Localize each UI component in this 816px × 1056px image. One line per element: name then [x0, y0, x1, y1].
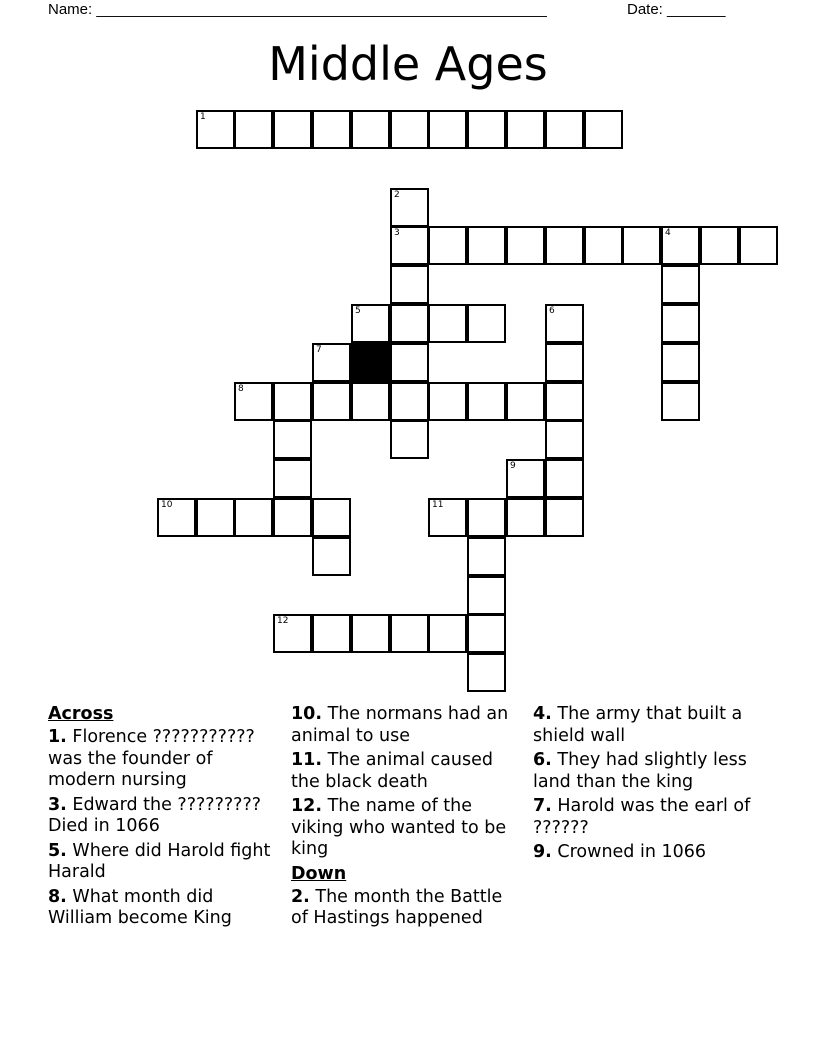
grid-cell[interactable] [506, 382, 545, 421]
grid-cell[interactable] [390, 188, 429, 227]
clue-number: 11 [432, 500, 444, 510]
grid-cell[interactable] [467, 110, 506, 149]
grid-cell[interactable] [506, 226, 545, 265]
grid-cell[interactable] [273, 382, 312, 421]
down-heading: Down [291, 863, 347, 884]
clue-item-number: 10. [291, 704, 323, 724]
clue-item-text: The name of the viking who wanted to be king [291, 796, 507, 859]
clue-number: 2 [394, 190, 400, 200]
grid-cell[interactable] [234, 382, 273, 421]
grid-cell[interactable] [545, 420, 584, 459]
down-clue-list-continued [533, 704, 763, 864]
clue-item [291, 887, 521, 930]
clue-column-1 [48, 704, 278, 933]
clue-number: 6 [549, 306, 555, 316]
clue-item-number: 12. [291, 796, 323, 816]
across-clue-list [48, 727, 278, 930]
clue-column-2 [291, 704, 521, 933]
grid-cell[interactable] [545, 498, 584, 537]
clue-item-number: 8. [48, 886, 67, 907]
clue-item-number: 4. [533, 704, 552, 724]
clue-item [533, 704, 763, 747]
page-title: Middle Ages [268, 37, 548, 91]
clue-number: 4 [665, 228, 671, 238]
grid-cell[interactable] [428, 304, 467, 343]
grid-cell[interactable] [390, 110, 429, 149]
grid-cell[interactable] [312, 343, 351, 382]
clue-number: 8 [238, 384, 244, 394]
grid-cell[interactable] [390, 382, 429, 421]
grid-cell[interactable] [584, 110, 623, 149]
clue-item-text: Harold was the earl of ?????? [533, 796, 751, 838]
grid-cell[interactable] [545, 382, 584, 421]
clue-item [291, 796, 521, 861]
clue-item [48, 887, 278, 930]
grid-cell[interactable] [545, 343, 584, 382]
grid-cell[interactable] [351, 382, 390, 421]
grid-cell[interactable] [234, 110, 273, 149]
grid-cell[interactable] [312, 110, 351, 149]
grid-cell[interactable] [661, 343, 700, 382]
grid-cell[interactable] [351, 304, 390, 343]
grid-cell[interactable] [428, 110, 467, 149]
grid-cell[interactable] [661, 382, 700, 421]
grid-cell[interactable] [622, 226, 661, 265]
grid-cell[interactable] [428, 382, 467, 421]
clue-number: 7 [316, 345, 322, 355]
clue-number: 3 [394, 228, 400, 238]
grid-cell[interactable] [312, 498, 351, 537]
grid-cell[interactable] [390, 226, 429, 265]
clue-item [48, 795, 278, 838]
clue-item-number: 7. [533, 796, 552, 816]
grid-cell[interactable] [467, 576, 506, 615]
clue-item-text: The normans had an animal to use [291, 704, 509, 746]
date-field-label: Date: _______ [627, 1, 726, 18]
grid-cell[interactable] [467, 537, 506, 576]
grid-cell[interactable] [467, 498, 506, 537]
grid-cell[interactable] [661, 265, 700, 304]
grid-cell[interactable] [661, 304, 700, 343]
clue-number: 10 [161, 500, 173, 510]
clue-number: 5 [355, 306, 361, 316]
clue-item-text: Crowned in 1066 [551, 842, 707, 862]
clue-item-number: 6. [533, 750, 552, 770]
grid-cell[interactable] [273, 498, 312, 537]
clue-item-text: The animal caused the black death [291, 750, 493, 792]
grid-cell[interactable] [545, 110, 584, 149]
clue-item-number: 2. [291, 886, 310, 907]
clue-item-text: Florence ??????????? was the founder of modern nursing [48, 727, 255, 790]
grid-cell[interactable] [545, 304, 584, 343]
clue-item [533, 796, 763, 839]
grid-cell[interactable] [467, 614, 506, 653]
grid-cell[interactable] [196, 498, 235, 537]
grid-cell[interactable] [506, 459, 545, 498]
across-heading: Across [48, 704, 114, 724]
clue-item [48, 841, 278, 884]
down-clue-list [291, 887, 521, 930]
grid-cell[interactable] [467, 382, 506, 421]
clue-item-text: The month the Battle of Hastings happened [291, 886, 503, 928]
clue-item [291, 750, 521, 793]
grid-cell[interactable] [351, 110, 390, 149]
grid-cell[interactable] [545, 459, 584, 498]
grid-cell[interactable] [467, 226, 506, 265]
grid-cell[interactable] [428, 226, 467, 265]
clue-item [533, 750, 763, 793]
clue-item-number: 1. [48, 727, 67, 747]
clue-item-text: They had slightly less land than the king [533, 750, 747, 792]
grid-cell[interactable] [390, 614, 429, 653]
clue-item-text: The army that built a shield wall [533, 704, 743, 746]
grid-cell[interactable] [273, 110, 312, 149]
grid-cell[interactable] [312, 382, 351, 421]
clue-column-3 [533, 704, 763, 867]
clue-item-number: 5. [48, 840, 67, 861]
grid-cell[interactable] [506, 110, 545, 149]
grid-cell[interactable] [506, 498, 545, 537]
name-field-label: Name: ______________________________________________________ [48, 1, 547, 18]
grid-cell[interactable] [390, 265, 429, 304]
grid-cell[interactable] [584, 226, 623, 265]
grid-cell[interactable] [351, 614, 390, 653]
clue-item-text: Edward the ????????? Died in 1066 [48, 794, 262, 836]
grid-cell[interactable] [196, 110, 235, 149]
across-clue-list-continued [291, 704, 521, 861]
grid-cell[interactable] [739, 226, 778, 265]
clue-item [533, 842, 763, 864]
clue-number: 1 [200, 112, 206, 122]
clue-item [48, 727, 278, 792]
clue-item-text: Where did Harold fight Harald [48, 840, 271, 882]
grid-cell[interactable] [234, 498, 273, 537]
grid-cell[interactable] [390, 304, 429, 343]
clue-item-number: 3. [48, 794, 67, 815]
grid-cell[interactable] [428, 498, 467, 537]
grid-cell[interactable] [312, 537, 351, 576]
clue-item-text: What month did William become King [48, 886, 232, 928]
grid-block [351, 343, 390, 382]
clue-item-number: 9. [533, 842, 552, 862]
grid-cell[interactable] [157, 498, 196, 537]
grid-cell[interactable] [545, 226, 584, 265]
grid-cell[interactable] [390, 343, 429, 382]
clue-item-number: 11. [291, 750, 323, 770]
clue-number: 12 [277, 616, 289, 626]
grid-cell[interactable] [428, 614, 467, 653]
grid-cell[interactable] [273, 420, 312, 459]
grid-cell[interactable] [467, 304, 506, 343]
grid-cell[interactable] [273, 614, 312, 653]
clue-number: 9 [510, 461, 516, 471]
grid-cell[interactable] [661, 226, 700, 265]
grid-cell[interactable] [467, 653, 506, 692]
clue-item [291, 704, 521, 747]
grid-cell[interactable] [312, 614, 351, 653]
grid-cell[interactable] [700, 226, 739, 265]
grid-cell[interactable] [390, 420, 429, 459]
grid-cell[interactable] [273, 459, 312, 498]
